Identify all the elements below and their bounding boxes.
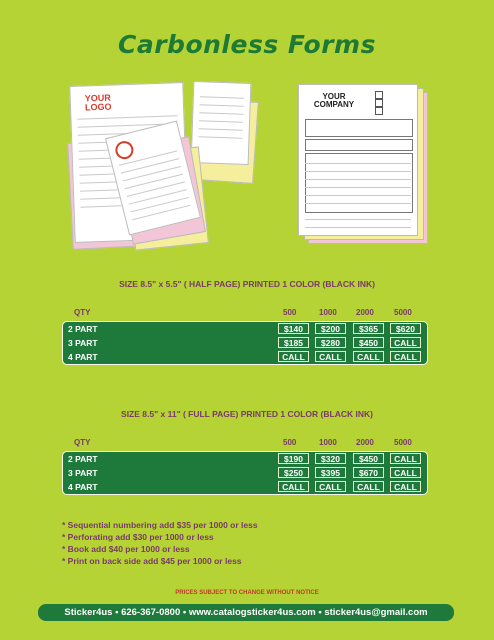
price-cell: CALL — [278, 481, 309, 492]
row-label: 3 PART — [68, 468, 98, 478]
price-cell: $320 — [315, 453, 346, 464]
qty-5000: 5000 — [394, 308, 412, 317]
price-cell: $365 — [353, 323, 384, 334]
note-item: * Print on back side add $45 per 1000 or less — [62, 556, 242, 566]
price-cell: $185 — [278, 337, 309, 348]
price-cell: $670 — [353, 467, 384, 478]
price-cell: CALL — [390, 467, 421, 478]
price-cell: CALL — [390, 351, 421, 362]
table-row — [63, 466, 427, 480]
row-label: 4 PART — [68, 482, 98, 492]
row-label: 2 PART — [68, 324, 98, 334]
full-page-form-illustration — [298, 84, 428, 244]
price-cell: $140 — [278, 323, 309, 334]
note-item: * Book add $40 per 1000 or less — [62, 544, 190, 554]
price-cell: CALL — [390, 453, 421, 464]
price-cell: $450 — [353, 453, 384, 464]
row-label: 3 PART — [68, 338, 98, 348]
qty-500: 500 — [283, 438, 297, 447]
contact-footer: Sticker4us • 626-367-0800 • www.catalogsticker4us.com • sticker4us@gmail.com — [38, 604, 454, 621]
price-cell: CALL — [353, 481, 384, 492]
table-row — [63, 336, 427, 350]
logo-text: YOUR LOGO — [84, 92, 112, 113]
price-cell: $620 — [390, 323, 421, 334]
qty-500: 500 — [283, 308, 297, 317]
note-item: * Perforating add $30 per 1000 or less — [62, 532, 214, 542]
options-notes — [62, 519, 258, 567]
price-cell: CALL — [315, 481, 346, 492]
row-label: 2 PART — [68, 454, 98, 464]
qty-5000: 5000 — [394, 438, 412, 447]
table-row — [63, 322, 427, 336]
note-item: * Sequential numbering add $35 per 1000 or less — [62, 520, 258, 530]
price-notice: PRICES SUBJECT TO CHANGE WITHOUT NOTICE — [175, 590, 319, 596]
price-cell: CALL — [353, 351, 384, 362]
qty-1000: 1000 — [319, 308, 337, 317]
table-row — [63, 480, 427, 494]
price-cell: $190 — [278, 453, 309, 464]
price-cell: CALL — [390, 337, 421, 348]
qty-1000: 1000 — [319, 438, 337, 447]
price-cell: $200 — [315, 323, 346, 334]
carbonless-pads-illustration — [70, 80, 270, 250]
price-cell: $250 — [278, 467, 309, 478]
price-cell: CALL — [315, 351, 346, 362]
table-row — [63, 350, 427, 364]
half-page-price-table — [62, 321, 428, 365]
full-page-heading: SIZE 8.5" x 11" ( FULL PAGE) PRINTED 1 COLOR (BLACK INK) — [121, 409, 373, 419]
table-row — [63, 452, 427, 466]
company-text: YOUR COMPANY — [313, 92, 355, 109]
price-cell: $280 — [315, 337, 346, 348]
full-page-price-table — [62, 451, 428, 495]
qty-2000: 2000 — [356, 308, 374, 317]
page-title: Carbonless Forms — [118, 30, 376, 59]
price-cell: CALL — [278, 351, 309, 362]
half-page-heading: SIZE 8.5" x 5.5" ( HALF PAGE) PRINTED 1 COLOR (BLACK INK) — [119, 279, 375, 289]
price-cell: $450 — [353, 337, 384, 348]
qty-2000: 2000 — [356, 438, 374, 447]
row-label: 4 PART — [68, 352, 98, 362]
price-cell: CALL — [390, 481, 421, 492]
qty-label: QTY — [74, 438, 91, 447]
price-cell: $395 — [315, 467, 346, 478]
qty-label: QTY — [74, 308, 91, 317]
